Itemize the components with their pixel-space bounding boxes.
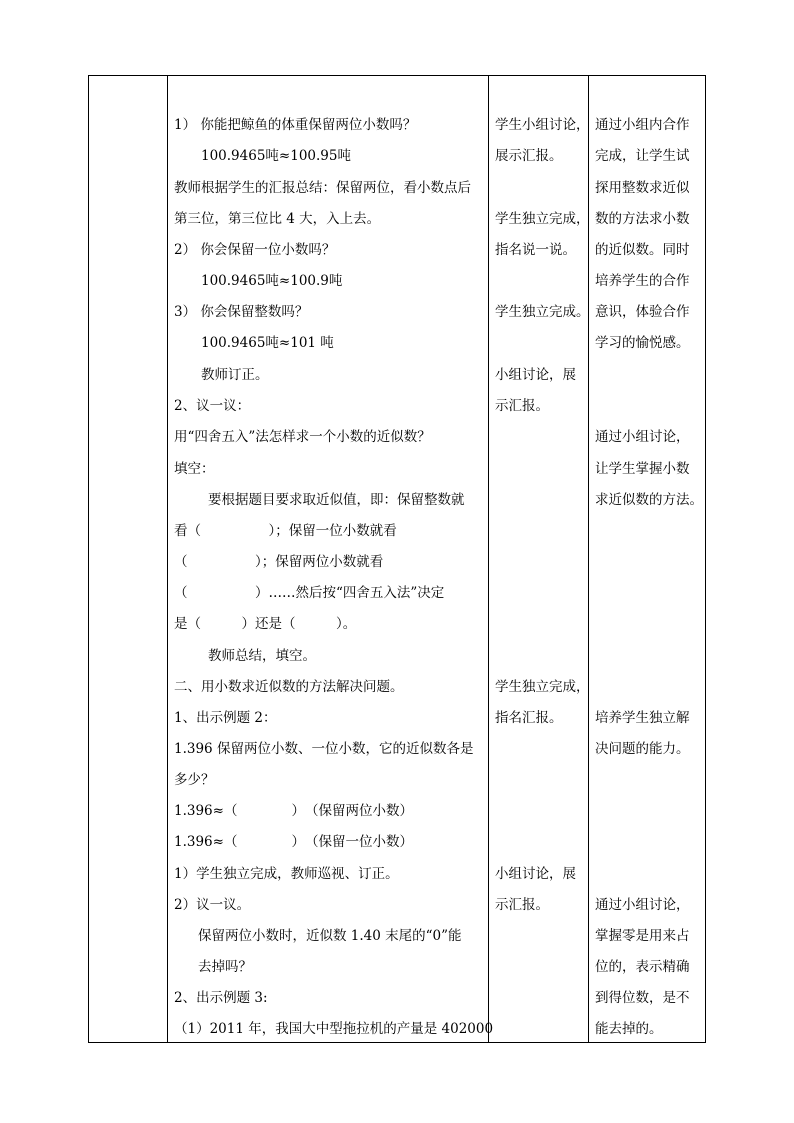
intent-line: 让学生掌握小数 [595,461,690,477]
activity-line: 学生独立完成， [495,679,590,695]
intent-line: 探用整数求近似 [595,180,690,196]
content-line: 填空： [174,461,215,477]
intent-line: 掌握零是用来占 [595,928,690,944]
content-line: 教师订正。 [201,367,269,383]
content-line: 1.396≈（ ） （保留一位小数） [174,834,413,850]
content-line: （ ）……然后按“四舍五入法”决定 [174,585,445,601]
activity-line: 示汇报。 [495,398,549,414]
activity-line: 示汇报。 [495,897,549,913]
intent-line: 通过小组讨论， [595,429,690,445]
content-line: （1）2011 年，我国大中型拖拉机的产量是 402000 [174,1021,494,1037]
content-line: 1、出示例题 2： [174,710,277,726]
intent-line: 能去掉的。 [595,1021,663,1037]
column-divider-2 [488,76,489,1042]
content-line: 1）学生独立完成，教师巡视、订正。 [174,866,399,882]
content-line: 100.9465吨≈100.9吨 [201,273,343,289]
activity-line: 小组讨论，展 [495,866,576,882]
content-line: 去掉吗？ [198,959,252,975]
content-line: 教师根据学生的汇报总结：保留两位，看小数点后 [174,180,471,196]
content-line: 看（ ）；保留一位小数就看 [174,523,397,539]
content-line: 2、议一议： [174,398,251,414]
intent-line: 培养学生的合作 [595,273,690,289]
content-line: 1.396 保留两位小数、一位小数，它的近似数各是 [174,741,474,757]
content-line: 100.9465吨≈101 吨 [201,335,334,351]
intent-line: 学习的愉悦感。 [595,335,690,351]
intent-line: 完成，让学生试 [595,148,690,164]
content-line: 2、出示例题 3: [174,990,268,1006]
intent-line: 通过小组内合作 [595,117,690,133]
content-line: 要根据题目要求取近似值，即：保留整数就 [208,492,465,508]
content-line: 用“四舍五入”法怎样求一个小数的近似数？ [174,429,431,445]
intent-line: 意识，体验合作 [595,304,690,320]
content-line: 2） 你会保留一位小数吗？ [174,242,336,258]
content-line: 保留两位小数时，近似数 1.40 末尾的“0”能 [198,928,462,944]
intent-line: 位的，表示精确 [595,959,690,975]
activity-line: 小组讨论，展 [495,367,576,383]
intent-line: 培养学生独立解 [595,710,690,726]
activity-line: 展示汇报。 [495,148,563,164]
content-line: 二、用小数求近似数的方法解决问题。 [174,679,404,695]
intent-line: 的近似数。同时 [595,242,690,258]
intent-line: 数的方法求小数 [595,211,690,227]
activity-line: 指名说一说。 [495,242,576,258]
content-line: 100.9465吨≈100.95吨 [201,148,351,164]
content-line: 第三位，第三位比 4 大，入上去。 [174,211,381,227]
content-line: 教师总结，填空。 [208,648,316,664]
activity-line: 指名汇报。 [495,710,563,726]
lesson-table [88,75,706,1043]
activity-line: 学生独立完成。 [495,304,590,320]
activity-line: 学生独立完成， [495,211,590,227]
intent-line: 决问题的能力。 [595,741,690,757]
content-line: 3） 你会保留整数吗？ [174,304,309,320]
intent-line: 通过小组讨论， [595,897,690,913]
intent-line: 到得位数，是不 [595,990,690,1006]
content-line: 多少？ [174,772,215,788]
content-line: 1.396≈（ ） （保留两位小数） [174,803,413,819]
content-line: （ ）；保留两位小数就看 [174,554,384,570]
activity-line: 学生小组讨论， [495,117,590,133]
intent-line: 求近似数的方法。 [595,492,703,508]
content-line: 1） 你能把鲸鱼的体重保留两位小数吗？ [174,117,417,133]
column-divider-1 [167,76,168,1042]
content-line: 2）议一议。 [174,897,251,913]
content-line: 是（ ）还是（ ）。 [174,616,357,632]
